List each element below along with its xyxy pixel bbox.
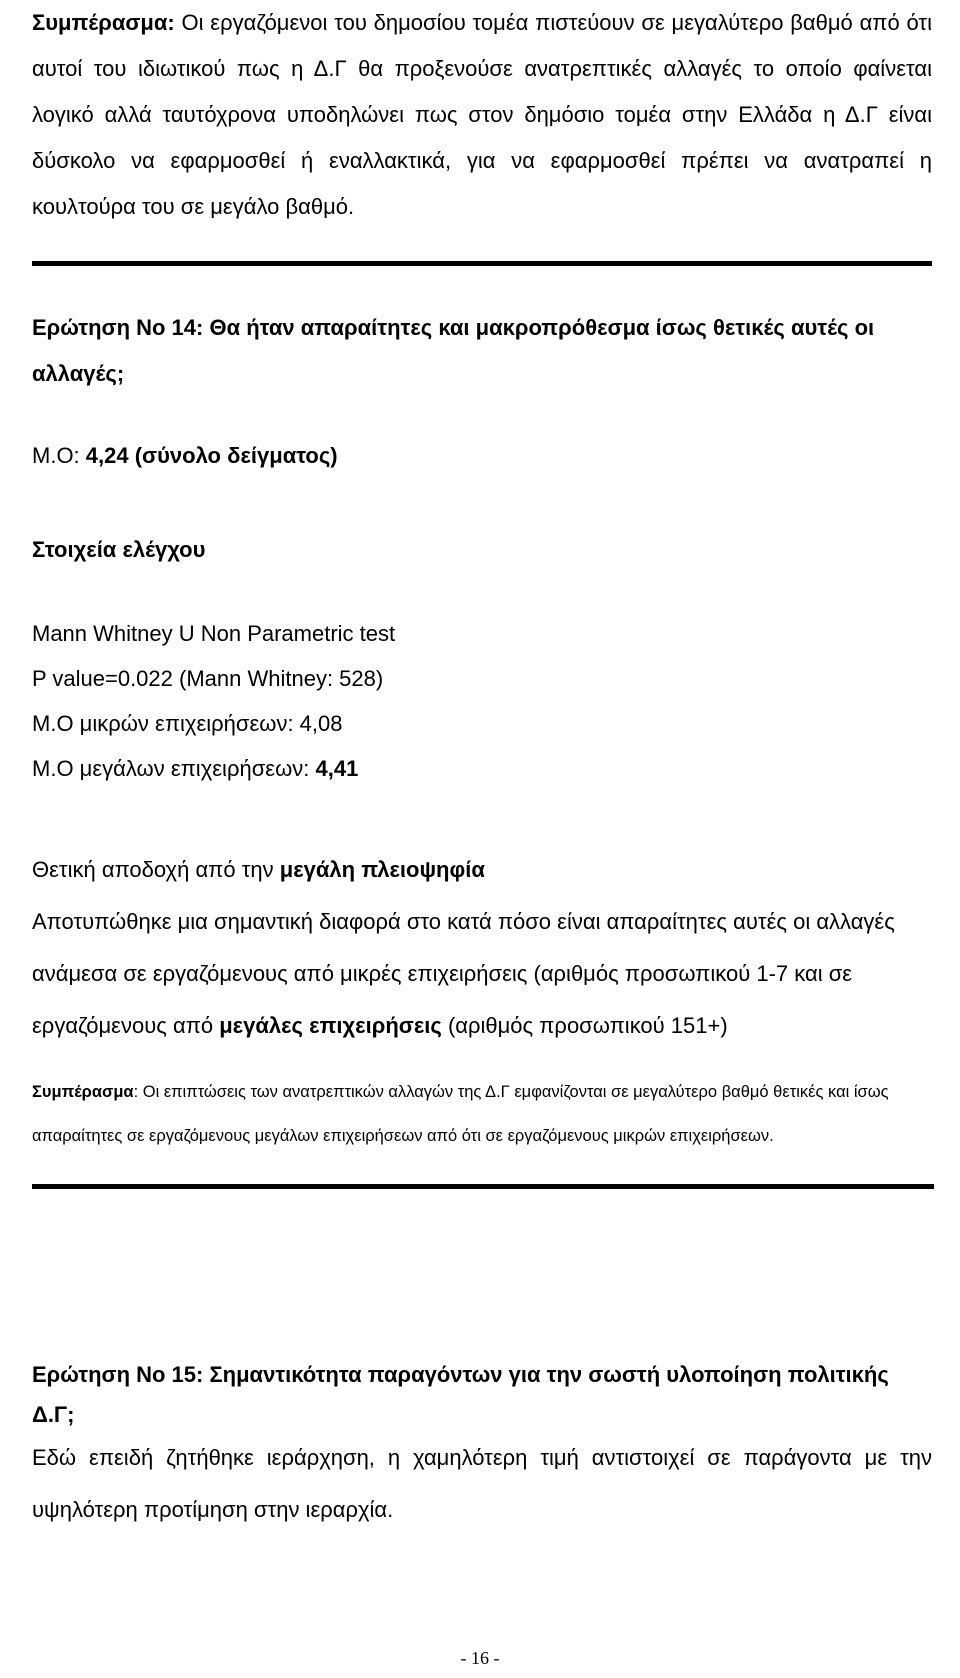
conclusion-paragraph-q13 bbox=[32, 0, 932, 230]
large-mean-label: Μ.Ο μεγάλων επιχειρήσεων: bbox=[32, 756, 316, 781]
positive-acceptance bbox=[32, 844, 932, 896]
section-divider bbox=[32, 261, 932, 266]
question-14-title: Ερώτηση Νο 14: Θα ήταν απαραίτητες και μακροπρόθεσμα ίσως θετικές αυτές οι αλλαγές; bbox=[32, 315, 875, 386]
conclusion-text: : Οι επιπτώσεις των ανατρεπτικών αλλαγών της Δ.Γ εμφανίζονται σε μεγαλύτερο βαθμό θετικές και ίσως απαραίτητες σε εργαζόμενους μεγάλων επιχειρήσεων από ότι σε εργαζόμενους μικρών επιχειρήσεων. bbox=[32, 1083, 889, 1145]
sample-mean bbox=[32, 436, 932, 476]
finding-prefix: Αποτυπώθηκε μια σημαντική διαφορά στο κατά πόσο είναι απαραίτητες αυτές οι αλλαγές ανάμεσα σε εργαζόμενους από μικρές επιχειρήσεις (αριθμός προσωπικού 1-7 και σε εργαζόμενους από bbox=[32, 909, 895, 1038]
conclusion-text: Οι εργαζόμενοι του δημοσίου τομέα πιστεύουν σε μεγαλύτερο βαθμό από ότι αυτοί του ιδιωτικού πως η Δ.Γ θα προξενούσε ανατρεπτικές αλλαγές το οποίο φαίνεται λογικό αλλά ταυτόχρονα υποδηλώνει πως στον δημόσιο τομέα στην Ελλάδα η Δ.Γ είναι δύσκολο να εφαρμοσθεί ή εναλλακτικά, για να εφαρμοσθεί πρέπει να ανατραπεί η κουλτούρα του σε μεγάλο βαθμό. bbox=[32, 10, 932, 219]
p-value: P value=0.022 (Mann Whitney: 528) bbox=[32, 666, 384, 691]
finding-text bbox=[32, 896, 932, 1052]
section-divider bbox=[32, 1184, 934, 1189]
question-15-title: Ερώτηση Νο 15: Σημαντικότητα παραγόντων για την σωστή υλοποίηση πολιτικής Δ.Γ; bbox=[32, 1362, 889, 1427]
test-name: Mann Whitney U Non Parametric test bbox=[32, 621, 396, 646]
positive-prefix: Θετική αποδοχή από την bbox=[32, 857, 280, 882]
large-mean-value: 4,41 bbox=[315, 756, 359, 781]
question-15-text: Εδώ επειδή ζητήθηκε ιεράρχηση, η χαμηλότερη τιμή αντιστοιχεί σε παράγοντα με την υψηλότερη προτίμηση στην ιεραρχία. bbox=[32, 1445, 932, 1522]
small-business-mean: Μ.Ο μικρών επιχειρήσεων: 4,08 bbox=[32, 711, 343, 736]
statistics-list bbox=[32, 611, 932, 791]
positive-bold: μεγάλη πλειοψηφία bbox=[279, 857, 485, 882]
control-heading: Στοιχεία ελέγχου bbox=[32, 537, 206, 562]
conclusion-paragraph-q14 bbox=[32, 1070, 932, 1158]
conclusion-label: Συμπέρασμα bbox=[32, 1083, 134, 1101]
large-business-mean bbox=[32, 746, 932, 791]
conclusion-label: Συμπέρασμα: bbox=[32, 10, 175, 35]
mean-value: 4,24 (σύνολο δείγματος) bbox=[85, 443, 338, 468]
findings-paragraph bbox=[32, 844, 932, 1052]
page-number: - 16 - bbox=[460, 1648, 500, 1668]
finding-suffix: (αριθμός προσωπικού 151+) bbox=[441, 1013, 728, 1038]
mean-label: Μ.Ο: bbox=[32, 443, 80, 468]
finding-bold: μεγάλες επιχειρήσεις bbox=[219, 1013, 442, 1038]
